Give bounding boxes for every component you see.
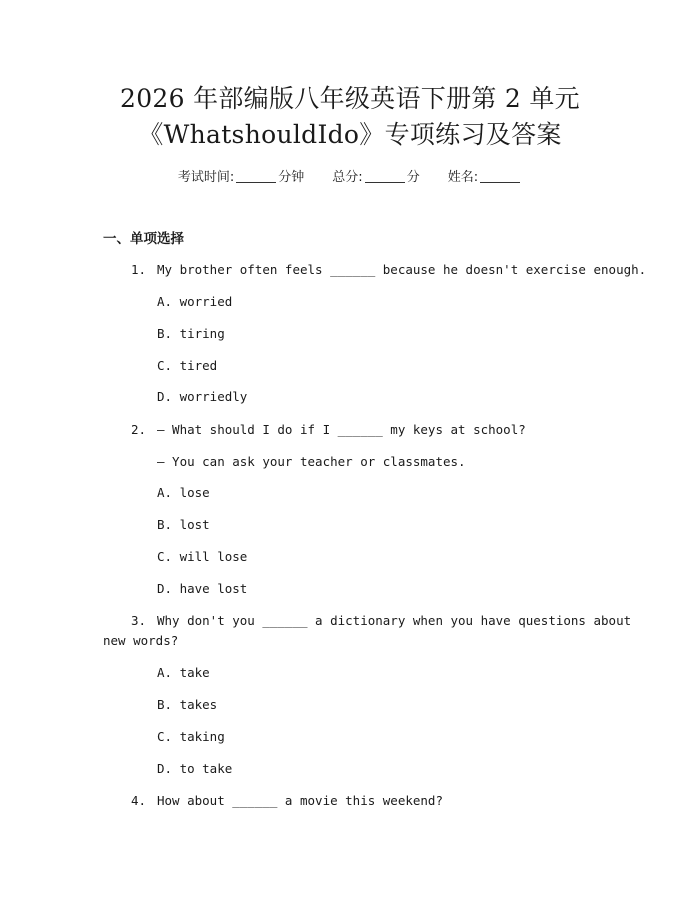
answer-option: C. taking [157, 729, 225, 744]
answer-option: D. have lost [157, 581, 248, 596]
question-number: 3. [131, 613, 147, 628]
total-score-label: 总分: [332, 170, 363, 185]
answer-option: A. lose [157, 485, 210, 500]
page-title-line-1: 2026 年部编版八年级英语下册第 2 单元 [120, 84, 580, 113]
exam-time-blank [236, 169, 276, 183]
name-field [448, 168, 522, 188]
question-text-reply: — You can ask your teacher or classmates. [157, 454, 466, 469]
exam-time-unit: 分钟 [278, 170, 305, 185]
page-title-line-2: 《WhatshouldIdo》专项练习及答案 [138, 120, 562, 149]
answer-option: A. take [157, 665, 210, 680]
exam-info-row [0, 168, 700, 188]
name-blank [480, 169, 520, 183]
question-number: 2. [131, 422, 147, 437]
answer-option: D. to take [157, 761, 233, 776]
answer-option: D. worriedly [157, 389, 248, 404]
question-number: 1. [131, 262, 147, 277]
total-score-field [332, 168, 419, 188]
question-text-continued: new words? [103, 633, 179, 648]
answer-option: B. lost [157, 517, 210, 532]
answer-option: C. tired [157, 358, 218, 373]
question-text: How about ______ a movie this weekend? [157, 793, 443, 808]
total-score-unit: 分 [406, 170, 420, 185]
question-number: 4. [131, 793, 147, 808]
question-text: Why don't you ______ a dictionary when you have questions about [157, 613, 632, 628]
answer-option: B. takes [157, 697, 218, 712]
answer-option: C. will lose [157, 549, 248, 564]
section-title: 一、单项选择 [103, 231, 184, 247]
answer-option: A. worried [157, 294, 233, 309]
total-score-blank [365, 169, 405, 183]
question-text: My brother often feels ______ because he doesn't exercise enough. [157, 262, 647, 277]
exam-time-label: 考试时间: [177, 170, 235, 185]
name-label: 姓名: [447, 170, 479, 185]
exam-time-field [178, 168, 304, 188]
answer-option: B. tiring [157, 326, 225, 341]
question-text: — What should I do if I ______ my keys at school? [157, 422, 526, 437]
